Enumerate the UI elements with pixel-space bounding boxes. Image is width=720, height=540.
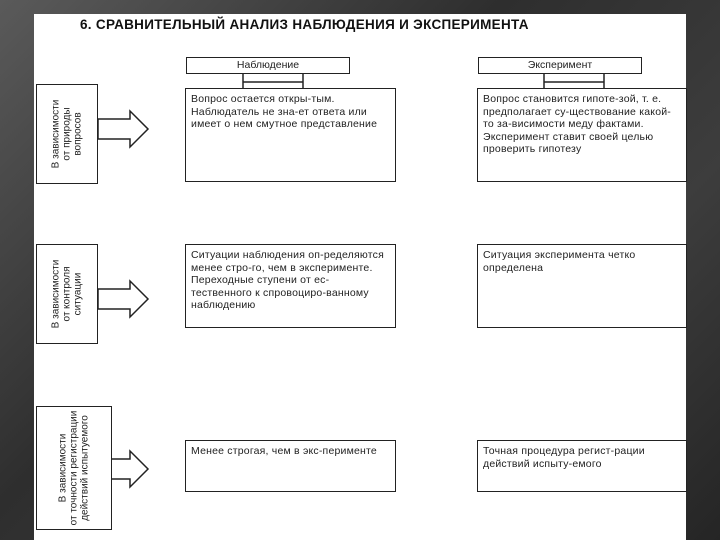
- criterion-label: В зависимости от контроля ситуации: [50, 259, 84, 329]
- criterion-box-registration: [36, 406, 112, 530]
- experiment-cell-registration: Точная процедура регист-рации действий испыту-емого: [477, 440, 687, 492]
- criterion-box-questions: [36, 84, 98, 184]
- observation-cell-control: Ситуации наблюдения оп-ределяются менее стро-го, чем в эксперименте. Переходные ступени от ес-тественного к спровоциро-ванному наблюдению: [185, 244, 396, 328]
- criterion-label: В зависимости от природы вопросов: [50, 99, 84, 169]
- observation-cell-registration: Менее строгая, чем в экс-перименте: [185, 440, 396, 492]
- criterion-label: В зависимости от точности регистрации действий испытуемого: [57, 410, 91, 526]
- experiment-header: Эксперимент: [478, 57, 642, 74]
- experiment-cell-questions: Вопрос становится гипоте-зой, т. е. предполагает су-ществование какой-то за-висимости меду фактами. Эксперимент ставит своей целью проверить гипотезу: [477, 88, 687, 182]
- observation-cell-questions: Вопрос остается откры-тым. Наблюдатель не зна-ет ответа или имеет о нем смутное представление: [185, 88, 396, 182]
- arrow-row-1: [98, 111, 148, 147]
- page-title: 6. СРАВНИТЕЛЬНЫЙ АНАЛИЗ НАБЛЮДЕНИЯ И ЭКСПЕРИМЕНТА: [80, 17, 529, 32]
- criterion-box-control: [36, 244, 98, 344]
- observation-header: Наблюдение: [186, 57, 350, 74]
- experiment-cell-control: Ситуация эксперимента четко определена: [477, 244, 687, 328]
- diagram-page: [34, 14, 686, 540]
- arrow-row-2: [98, 281, 148, 317]
